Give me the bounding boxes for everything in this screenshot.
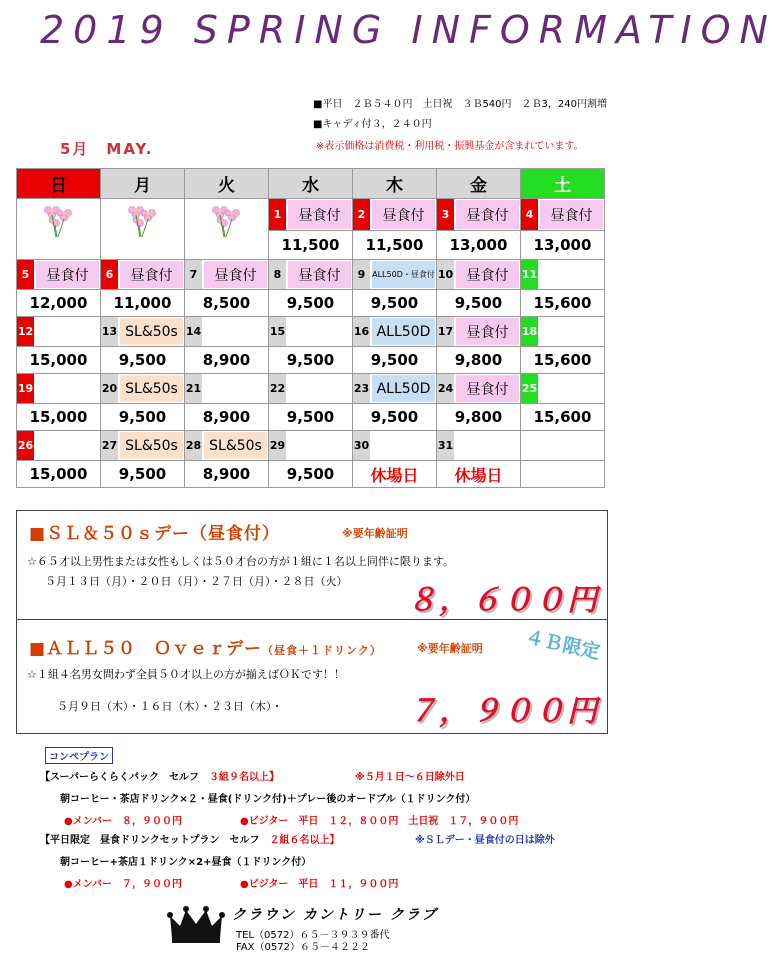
day-number: 25 — [521, 374, 538, 403]
calendar-week-row — [17, 374, 605, 404]
fee-info-line-1: ■平日 ２Ｂ５４０円 土日祝 ３Ｂ540円 ２Ｂ3，240円割増 — [313, 99, 607, 110]
calendar-day-cell — [353, 260, 437, 290]
plan2-visitor-label: ●ビジター — [240, 879, 289, 890]
calendar-day-cell — [437, 374, 521, 404]
day-price: 13,000 — [521, 231, 605, 260]
calendar-day-cell — [521, 431, 605, 461]
day-price: 11,500 — [269, 231, 353, 260]
weekday-header-row — [17, 169, 605, 199]
calendar-day-cell — [17, 374, 101, 404]
day-price: 12,000 — [17, 290, 101, 317]
day-price: 9,500 — [269, 404, 353, 431]
day-plan-tag: SL&50s — [120, 432, 183, 459]
day-price: 9,500 — [353, 347, 437, 374]
calendar-day-cell — [269, 199, 353, 231]
all50-title — [29, 634, 382, 659]
day-plan-tag: SL&50s — [120, 318, 183, 345]
cosmos-flower-icon — [42, 205, 76, 243]
day-plan-tag: 昼食付 — [288, 200, 351, 229]
calendar-day-cell — [521, 199, 605, 231]
day-plan-tag: SL&50s — [204, 432, 267, 459]
day-number: 19 — [17, 374, 34, 403]
weekday-sun: 日 — [17, 169, 101, 199]
calendar-day-cell — [353, 431, 437, 461]
calendar-day-cell — [185, 431, 269, 461]
day-plan-tag: 昼食付 — [456, 318, 519, 345]
plan1-member-label: ●メンバー — [64, 816, 113, 827]
day-number: 28 — [185, 431, 202, 460]
day-price: 9,500 — [269, 461, 353, 488]
day-number: 24 — [437, 374, 454, 403]
sl50-age-note: ※要年齢証明 — [342, 527, 408, 540]
calendar-day-cell — [101, 374, 185, 404]
tax-note: ※表示価格は消費税・利用税・振興基金が含まれています。 — [316, 141, 584, 152]
day-plan-tag: 昼食付 — [456, 200, 519, 229]
calendar-day-cell — [185, 260, 269, 290]
plan2-condition: ２組６名以上】 — [269, 835, 340, 846]
day-plan-tag: ALL50D・昼食付 — [372, 261, 435, 288]
day-plan-tag: 昼食付 — [120, 261, 183, 288]
day-number: 16 — [353, 317, 370, 346]
plan2-member — [64, 875, 182, 890]
closed-day-label: 休場日 — [353, 461, 437, 488]
plan2-member-label: ●メンバー — [64, 879, 113, 890]
weekday-tue: 火 — [185, 169, 269, 199]
month-label: 5月 MAY. — [60, 140, 154, 158]
day-price: 11,500 — [353, 231, 437, 260]
calendar-day-cell — [185, 374, 269, 404]
day-number: 12 — [17, 317, 34, 346]
calendar-day-cell — [269, 317, 353, 347]
calendar-day-cell — [101, 431, 185, 461]
cosmos-flower-icon — [126, 205, 160, 243]
day-number: 7 — [185, 260, 202, 289]
all50-age-note: ※要年齢証明 — [417, 642, 483, 655]
calendar-day-cell — [437, 199, 521, 231]
day-price: 8,900 — [185, 347, 269, 374]
plan1-visitor — [240, 812, 518, 827]
calendar-day-cell — [353, 199, 437, 231]
calendar-day-cell — [101, 199, 185, 260]
day-price: 9,500 — [269, 347, 353, 374]
sl50-dates: ５月１３日（月）・２０日（月）・２７日（月）・２８日（火） — [45, 575, 348, 588]
calendar-week-row — [17, 199, 605, 231]
plan1-title — [40, 768, 279, 783]
calendar-day-cell — [269, 260, 353, 290]
plan1-member-price: ８，９００円 — [122, 816, 183, 827]
weekday-fri: 金 — [437, 169, 521, 199]
day-plan-tag: 昼食付 — [456, 261, 519, 288]
day-price: 9,500 — [269, 290, 353, 317]
calendar-day-cell — [353, 374, 437, 404]
day-number: 2 — [353, 199, 370, 230]
calendar-day-cell — [101, 260, 185, 290]
all50-description: ☆１組４名男女問わず全員５０才以上の方が揃えばＯＫです！！ — [27, 668, 345, 681]
day-number: 15 — [269, 317, 286, 346]
calendar-day-cell — [17, 199, 101, 260]
day-price: 15,000 — [17, 461, 101, 488]
plan1-visitor-weekend: 土日祝 １７，９００円 — [408, 816, 519, 827]
calendar-day-cell — [269, 431, 353, 461]
plan1-title-text: 【スーパーらくらくパック セルフ — [40, 772, 199, 783]
day-price: 9,500 — [437, 290, 521, 317]
sl50-day-box — [16, 510, 608, 620]
day-number: 23 — [353, 374, 370, 403]
day-number: 8 — [269, 260, 286, 289]
day-plan-tag: 昼食付 — [456, 375, 519, 402]
calendar-day-cell — [101, 317, 185, 347]
day-number: 31 — [437, 431, 454, 460]
day-number: 14 — [185, 317, 202, 346]
day-price: 8,900 — [185, 404, 269, 431]
plan2-description: 朝コーヒー+茶店１ドリンク×2+昼食（１ドリンク付） — [60, 857, 312, 868]
day-plan-tag: ALL50D — [372, 318, 435, 345]
day-plan-tag: 昼食付 — [36, 261, 99, 288]
day-number: 9 — [353, 260, 370, 289]
day-price: 11,000 — [101, 290, 185, 317]
day-price: 8,900 — [185, 461, 269, 488]
day-price — [521, 461, 605, 488]
day-price: 9,500 — [353, 290, 437, 317]
calendar-day-cell — [185, 199, 269, 260]
plan2-note: ※ＳＬデー・昼食付の日は除外 — [415, 835, 555, 846]
calendar-week-row — [17, 317, 605, 347]
calendar-week-row — [17, 260, 605, 290]
all50-price: ７，９００円 — [407, 694, 599, 729]
calendar-day-cell — [437, 317, 521, 347]
club-tel: TEL（0572）６５－３９３９番代 — [236, 930, 390, 941]
calendar-day-cell — [269, 374, 353, 404]
all50-day-box — [16, 619, 608, 734]
weekday-sat: 土 — [521, 169, 605, 199]
calendar-day-cell — [521, 260, 605, 290]
day-price: 9,500 — [101, 347, 185, 374]
day-number: 18 — [521, 317, 538, 346]
closed-day-label: 休場日 — [437, 461, 521, 488]
plan2-title — [40, 831, 340, 846]
day-plan-tag: ALL50D — [372, 375, 435, 402]
day-plan-tag: 昼食付 — [204, 261, 267, 288]
weekday-mon: 月 — [101, 169, 185, 199]
day-price: 9,500 — [353, 404, 437, 431]
day-price: 9,500 — [101, 404, 185, 431]
day-number: 21 — [185, 374, 202, 403]
day-price: 8,500 — [185, 290, 269, 317]
plan1-note: ※５月１日～６日除外日 — [355, 772, 465, 783]
day-number: 6 — [101, 260, 118, 289]
day-number: 4 — [521, 199, 538, 230]
calendar-day-cell — [17, 317, 101, 347]
day-number: 1 — [269, 199, 286, 230]
day-number: 11 — [521, 260, 538, 289]
day-price: 15,000 — [17, 404, 101, 431]
day-number: 30 — [353, 431, 370, 460]
day-price: 9,800 — [437, 347, 521, 374]
day-plan-tag: 昼食付 — [372, 200, 435, 229]
sl50-description: ☆６５才以上男性または女性もしくは５０才台の方が１組に１名以上同伴に限ります。 — [27, 555, 454, 568]
club-name-logo: クラウン カントリー クラブ — [232, 907, 438, 923]
day-number: 27 — [101, 431, 118, 460]
plan1-visitor-weekday: 平日 １２，８００円 — [298, 816, 399, 827]
calendar-price-row — [17, 461, 605, 488]
plan2-member-price: ７，９００円 — [122, 879, 183, 890]
day-price: 15,600 — [521, 404, 605, 431]
day-plan-tag: 昼食付 — [540, 200, 603, 229]
calendar-week-row — [17, 431, 605, 461]
day-number: 10 — [437, 260, 454, 289]
plan1-description: 朝コーヒー・茶店ドリンク×２・昼食(ドリンク付)＋プレー後のオードブル（１ドリンク付） — [60, 794, 476, 805]
day-number: 29 — [269, 431, 286, 460]
compe-plan-label: コンペプラン — [45, 747, 113, 764]
calendar-day-cell — [521, 317, 605, 347]
plan1-member — [64, 812, 182, 827]
plan2-title-text: 【平日限定 昼食ドリンクセットプラン セルフ — [40, 835, 260, 846]
plan1-condition: ３組９名以上】 — [209, 772, 279, 783]
4b-limited-badge: ４Ｂ限定 — [523, 626, 603, 664]
day-price: 15,000 — [17, 347, 101, 374]
calendar-price-row — [17, 290, 605, 317]
day-price: 9,500 — [101, 461, 185, 488]
sl50-price: ８，６００円 — [407, 583, 599, 618]
day-plan-tag: SL&50s — [120, 375, 183, 402]
club-fax: FAX（0572）６５－４２２２ — [236, 942, 370, 953]
day-number: 20 — [101, 374, 118, 403]
day-number: 22 — [269, 374, 286, 403]
day-plan-tag: 昼食付 — [288, 261, 351, 288]
all50-dates: ５月９日（木）・１６日（木）・２３日（木）・ — [57, 700, 283, 713]
calendar-day-cell — [17, 260, 101, 290]
calendar-price-row — [17, 347, 605, 374]
calendar-price-row — [17, 404, 605, 431]
day-price: 9,800 — [437, 404, 521, 431]
all50-title-sub: （昼食＋１ドリンク） — [262, 644, 382, 657]
day-price: 13,000 — [437, 231, 521, 260]
cosmos-flower-icon — [210, 205, 244, 243]
day-price: 15,600 — [521, 347, 605, 374]
plan1-visitor-label: ●ビジター — [240, 816, 289, 827]
calendar-day-cell — [17, 431, 101, 461]
day-price: 15,600 — [521, 290, 605, 317]
day-number: 26 — [17, 431, 34, 460]
calendar-day-cell — [437, 431, 521, 461]
day-number: 17 — [437, 317, 454, 346]
plan2-visitor — [240, 875, 398, 890]
weekday-wed: 水 — [269, 169, 353, 199]
weekday-thu: 木 — [353, 169, 437, 199]
fee-info-line-2: ■キャディ付３，２４０円 — [313, 119, 432, 130]
day-number: 13 — [101, 317, 118, 346]
calendar-day-cell — [353, 317, 437, 347]
crown-logo-icon — [166, 904, 226, 944]
calendar-table — [16, 168, 605, 488]
calendar-day-cell — [185, 317, 269, 347]
page-title: 2019 SPRING INFORMATION — [40, 8, 777, 52]
calendar-day-cell — [437, 260, 521, 290]
day-number: 3 — [437, 199, 454, 230]
sl50-title: ■ＳＬ＆５０ｓデー（昼食付） — [29, 524, 281, 544]
day-number: 5 — [17, 260, 34, 289]
all50-title-main: ■ＡＬＬ５０ Ｏｖｅｒデー — [29, 639, 263, 659]
calendar-day-cell — [521, 374, 605, 404]
plan2-visitor-price: 平日 １１，９００円 — [298, 879, 399, 890]
